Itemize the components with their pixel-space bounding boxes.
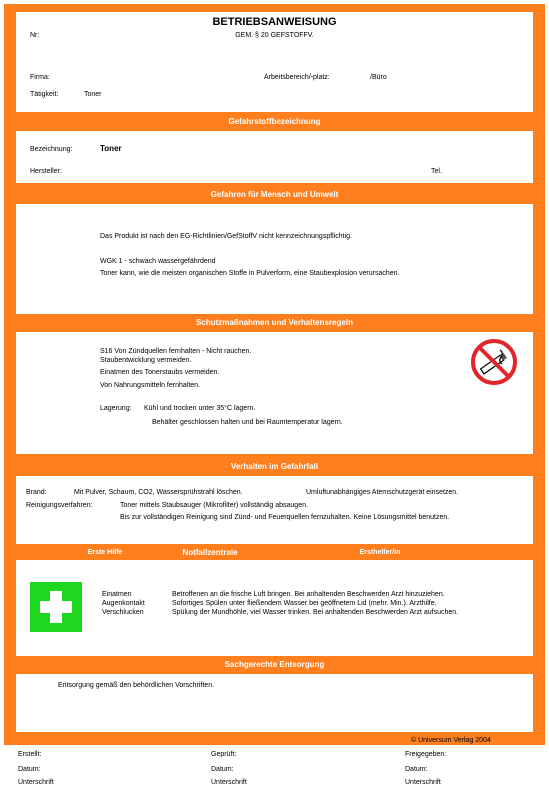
lagerung-label: Lagerung:: [100, 405, 132, 412]
erstellt-label: Erstellt:: [18, 751, 42, 758]
document-title: BETRIEBSANWEISUNG: [212, 16, 337, 28]
arbeitsbereich-value: /Büro: [370, 74, 387, 81]
gefahrstoff-panel: [16, 131, 533, 183]
datum-label: Datum:: [18, 766, 41, 773]
unterschrift-label: Unterschrift: [211, 779, 247, 786]
erstehilfe-heading-right: Ersthelfer/in: [359, 549, 401, 556]
schutz-line-3: Einatmen des Tonerstaubs vermeiden.: [100, 369, 220, 376]
erstehilfe-row-text: Spülung der Mundhöhle, viel Wasser trinken. Bei anhaltenden Beschwerden Arzt aufsuchen.: [172, 609, 459, 616]
taetigkeit-label: Tätigkeit:: [30, 91, 59, 98]
erstehilfe-heading-center: Notfallzentrale: [182, 548, 238, 557]
entsorgung-panel: [16, 674, 533, 732]
gefahren-line-2: WGK 1 - schwach wassergefährdend: [100, 258, 216, 265]
erstehilfe-heading-left: Erste Hilfe: [87, 549, 123, 556]
unterschrift-label: Unterschrift: [405, 779, 441, 786]
copyright: © Universum Verlag 2004: [411, 737, 491, 744]
no-smoking-icon: [470, 338, 518, 386]
bezeichnung-label: Bezeichnung:: [30, 146, 73, 153]
nr-label: Nr:: [30, 32, 40, 39]
gefahren-line-1: Das Produkt ist nach den EG-Richtlinien/GefStoffV nicht kennzeichnungspflichtig.: [100, 233, 353, 240]
brand-label: Brand:: [26, 489, 47, 496]
gefahrfall-panel: [16, 476, 533, 544]
datum-label: Datum:: [405, 766, 428, 773]
tel-label: Tel.: [431, 168, 442, 175]
erstehilfe-row-label: Augenkontakt: [102, 600, 145, 607]
document-subtitle: GEM. § 20 GEFSTOFFV.: [235, 32, 314, 39]
hersteller-label: Hersteller:: [30, 168, 62, 175]
reinigung-value-1: Toner mittels Staubsauger (Mikrofilter) vollständig absaugen.: [120, 502, 308, 509]
schutz-line-2: Staubentwicklung vermeiden.: [100, 357, 192, 364]
gefahren-panel: [16, 204, 533, 314]
erstehilfe-row-text: Sofortiges Spülen unter fließendem Wasser bei geöffnetem Lid (mehr. Min.). Arzthilfe.: [172, 600, 437, 607]
geprueft-label: Geprüft:: [211, 751, 237, 758]
schutz-s16: S16 Von Zündquellen fernhalten - Nicht rauchen.: [100, 348, 252, 355]
unterschrift-label: Unterschrift: [18, 779, 54, 786]
erstehilfe-row-label: Einatmen: [102, 591, 132, 598]
bezeichnung-value: Toner: [100, 144, 122, 153]
schutz-panel: [16, 332, 533, 454]
lagerung-value-2: Behälter geschlossen halten und bei Raumtemperatur lagern.: [152, 419, 343, 426]
schutz-line-4: Von Nahrungsmitteln fernhalten.: [100, 382, 201, 389]
freigegeben-label: Freigegeben:: [405, 751, 447, 758]
reinigung-value-2: Bis zur vollständigen Reinigung sind Zünd- und Feuerquellen fernzuhalten. Keine Lösungsmittel benutzen.: [120, 514, 450, 521]
schutz-heading: Schutzmaßnahmen und Verhaltensregeln: [196, 318, 353, 327]
datum-label: Datum:: [211, 766, 234, 773]
brand-value: Mit Pulver, Schaum, CO2, Wassersprühstrahl löschen.: [74, 489, 243, 496]
taetigkeit-value: Toner: [84, 91, 102, 98]
arbeitsbereich-label: Arbeitsbereich/-platz:: [264, 74, 330, 81]
firma-label: Firma:: [30, 74, 50, 81]
entsorgung-heading: Sachgerechte Entsorgung: [224, 660, 325, 669]
erstehilfe-row-text: Betroffenen an die frische Luft bringen. Bei anhaltenden Beschwerden Arzt hinzuziehen.: [172, 591, 445, 598]
gefahren-line-3: Toner kann, wie die meisten organischen Stoffe in Pulverform, eine Staubexplosion verursachen.: [100, 270, 400, 277]
reinigung-label: Reinigungsverfahren:: [26, 502, 93, 509]
gefahren-heading: Gefahren für Mensch und Umwelt: [210, 190, 339, 199]
brand-extra: Umluftunabhängiges Atemschutzgerät einsetzen.: [306, 489, 459, 496]
header-panel: [16, 12, 533, 112]
entsorgung-text: Entsorgung gemäß den behördlichen Vorschriften.: [58, 682, 215, 689]
erstehilfe-panel: [16, 560, 533, 656]
erstehilfe-row-label: Verschlucken: [102, 609, 144, 616]
first-aid-cross-icon: [30, 582, 82, 632]
gefahrfall-heading: Verhalten im Gefahrfall: [230, 462, 319, 471]
lagerung-value-1: Kühl und trocken unter 35°C lagern.: [144, 405, 256, 412]
gefahrstoff-heading: Gefahrstoffbezeichnung: [228, 117, 321, 126]
